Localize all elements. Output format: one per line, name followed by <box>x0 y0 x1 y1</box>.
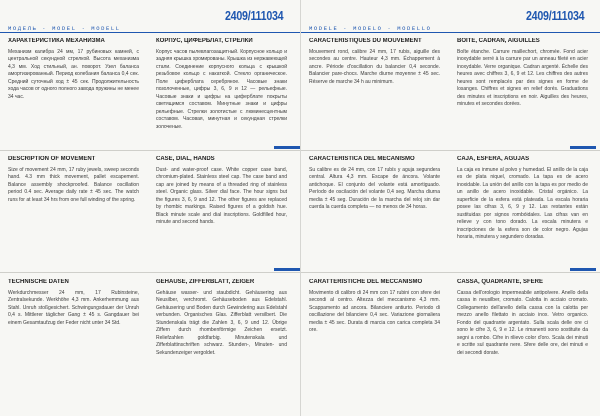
accent-bar <box>570 146 596 149</box>
accent-bar <box>570 268 596 271</box>
de-movement-section <box>8 279 139 409</box>
it-movement-section <box>309 279 440 409</box>
header-model-strip: МОДЕЛЬ · MODEL · MODELL <box>8 25 121 32</box>
section-title: BOÎTE, CADRAN, AIGUILLES <box>457 38 540 44</box>
section-divider <box>0 272 300 273</box>
section-body: Dust- and water-proof case. White copper case band, chromium-plated. Stainless steel cap. The case band and cap are joined by means of a threaded ring of stainless steel. Organic glass. Silver dial face. The hour signs but the figures 3, 6, 9 and 12. The other figures are replaced by rhombic markings. Raised figures of a goldish hue. Black minute scale and dial inscriptions. Goldfilled hour, minute and second hands. <box>156 166 287 225</box>
header-rule <box>301 32 600 33</box>
section-body: Size of movement 24 mm, 17 ruby jewels, sweep seconds hand. 4.3 mm thick movement, pallet escapement. Balance assembly shockproofed. Balance oscillation period 0.4 sec. Average daily rate ± 45 sec. The watch runs for at least 34 hrs from one full winding of the spring. <box>8 166 139 203</box>
section-body: Mouvement rond, calibre 24 mm, 17 rubis, aiguille des secondes au centre. Hauteur 4,3 mm. Échappement à ancre. Période d'oscillation du balancier 0,4 seconde. Balancier pare-chocs. Marche diurne moyenne ± 45 sec. Réserve de marche 34 h au minimum. <box>309 48 440 85</box>
section-body: Movimento di calibro di 24 mm con 17 rubini con sfere dei secondi al centro. Altezza del meccanismo 4,3 mm. Scappamento ad ancora. Bilanciere antiurto. Periodo di oscillazione del bilanciere 0,4 sec. Variazione giornaliera media ± 45 sec. Durata di marcia con carica completa 34 ore. <box>309 289 440 333</box>
en-movement-section <box>8 156 139 266</box>
section-body: La caja es inmune al polvo y humedad. El anillo de la caja es de plata niquel, cromado. La tapa es de acero inoxidable. La unión del anillo con la tapa es por medio de un anillo de acero inoxidable. Cristal orgánico. La superficie de la esfera está plateada. La escala horaria posee las cifras 3, 6, 9 y 12. Las restantes están sustituidas por signos rombóidales. Las cifras van en relieve y con tono dorado. La escala minutera e inscripciones de la esfera son de color negro. Agujas horaria, minutera y segundero doradas. <box>457 166 588 240</box>
section-body: Cassa dell'orologio impermeabile antipolvere. Anello della cassa in neusilber, cromato. Calotta in acciaio cromato. Collegamento dell'anello della cassa con la calotta per mezzo anello filettato in acciaio inox. Vetro organico. Fondo del quadrante argentato. Sulla scala delle ore ci sono le cifre 3, 6, 9 e 12. Le rimanenti sono sostituite da segni a rombo. Cifre in rilievo color d'oro. Scala dei minuti e scritte sul quadrante nere. Sfere delle ore, dei minuti e dei secondi dorate. <box>457 289 588 356</box>
header-rule <box>0 32 300 33</box>
section-body: Механизм калибра 24 мм, 17 рубиновых камней, с центральной секундной стрелкой. Высота механизма 4,3 мм. Ход стильный, ан. поворот. Узел баланса амортизированный. Период колебания баланса 0,4 сек. Средний суточный ход ± 45 сек. Продолжительность хода часов от одного полного завода пружины не менее 34 час. <box>8 48 139 100</box>
section-title: CASE, DIAL, HANDS <box>156 156 215 162</box>
es-case-section <box>457 156 588 266</box>
section-title: КОРПУС, ЦИФЕРБЛАТ, СТРЕЛКИ <box>156 38 253 44</box>
section-body: Boîte étanche. Carrure maillechort, chromée. Fond acier inoxydable serré à la carrure par un anneau fileté en acier inoxydable. Verre organique. Cadran argenté. Échelle des heures avec chiffres 3, 6, 9 et 12. Les chiffres des autres heures sont remplacés par des signes en forme de losanges. Chiffres et signes en relief dorés. Graduations des minutes et inscriptions en noir. Aiguilles des heures, minutes et secondes dorées. <box>457 48 588 107</box>
section-title: ХАРАКТЕРИСТИКА МЕХАНИЗМА <box>8 38 105 44</box>
en-case-section <box>156 156 287 266</box>
fr-case-section <box>457 38 588 144</box>
fr-movement-section <box>309 38 440 144</box>
section-divider <box>301 272 600 273</box>
it-case-section <box>457 279 588 409</box>
section-body: Корпус часов пылевлагозащитный. Корпусное кольцо и задняя крышка хромированы. Крышка из нержавеющей стали. Соединение корпусного кольца с крышкой резьбовое кольцо с накаткой. Стекло органическое. Поле циферблата серебряное. Часовые знаки позолоченные, цифры 3, 6, 9 и 12 — рельефные. Часовые знаки и цифры на циферблате покрыты светящимся составом. Минутные знаки и цифры рельефные. Стрелки золотистые с люминесцентным составом. Часовая, минутная и секундная стрелки золоченые. <box>156 48 287 130</box>
section-title: CARATTERISTICHE DEL MECCANISMO <box>309 279 423 285</box>
ru-movement-section <box>8 38 139 144</box>
header-model-strip: MODELE · MODELO · MODELLO <box>309 25 432 32</box>
section-body: Gehäuse wasser- und staubdicht. Gehäusering aus Neusilber, verchromt. Gehäuseboden aus Edelstahl. Gehäusering und Boden durch Gewindering aus Edelstahl verbunden. Organisches Glas. Zifferblatt versilbert. Die Stundenskala trägt die Zahlen 3, 6, 9 und 12. Übrige Ziffern durch rhombenförmige Zeichen ersetzt. Reliefzahlen goldfarbig. Minutenskala und Zifferblattinschriften schwarz. Stunden-, Minuten- und Sekundenzeiger vergoldet. <box>156 289 287 356</box>
accent-bar <box>274 146 300 149</box>
reference-number: 2409/111034 <box>225 8 284 23</box>
reference-number: 2409/111034 <box>526 8 585 23</box>
right-page <box>300 0 600 416</box>
section-body: Su calibre es de 24 mm, con 17 rubís y aguja segundera central. Altura 4,3 mm. Escape de áncora. Volante antichoque. El conjunto del volante está amortiguado. Período de oscilación del volante 0,4 seg. Marcha diurna media ± 45 seg. Duración de la marcha del reloj sin dar cuerda la cuerda completa — no menos de 34 horas. <box>309 166 440 210</box>
section-title: CASSA, QUADRANTE, SFERE <box>457 279 544 285</box>
de-case-section <box>156 279 287 409</box>
section-divider <box>0 150 300 151</box>
section-title: CAJA, ESFERA, AGUJAS <box>457 156 530 162</box>
accent-bar <box>274 268 300 271</box>
section-title: CARACTÉRISTIQUES DU MOUVEMENT <box>309 38 422 44</box>
section-title: CARACTERÍSTICA DEL MECANISMO <box>309 156 415 162</box>
es-movement-section <box>309 156 440 266</box>
section-title: GEHÄUSE, ZIFFERBLATT, ZEIGER <box>156 279 255 285</box>
ru-case-section <box>156 38 287 144</box>
section-body: Werkdurchmesser 24 mm, 17 Rubinsteine, Zentralsekunde. Werkhöhe 4,3 mm. Ankerhemmung aus Stahl. Unruh stoßgesichert. Schwingungsdauer der Unruh 0,4 s. Mittlerer täglicher Gang ± 45 s. Gangdauer bei einem Gesamtaufzug der Feder nicht unter 34 Std. <box>8 289 139 326</box>
section-title: DESCRIPTION OF MOVEMENT <box>8 156 96 162</box>
section-divider <box>301 150 600 151</box>
section-title: TECHNISCHE DATEN <box>8 279 69 285</box>
